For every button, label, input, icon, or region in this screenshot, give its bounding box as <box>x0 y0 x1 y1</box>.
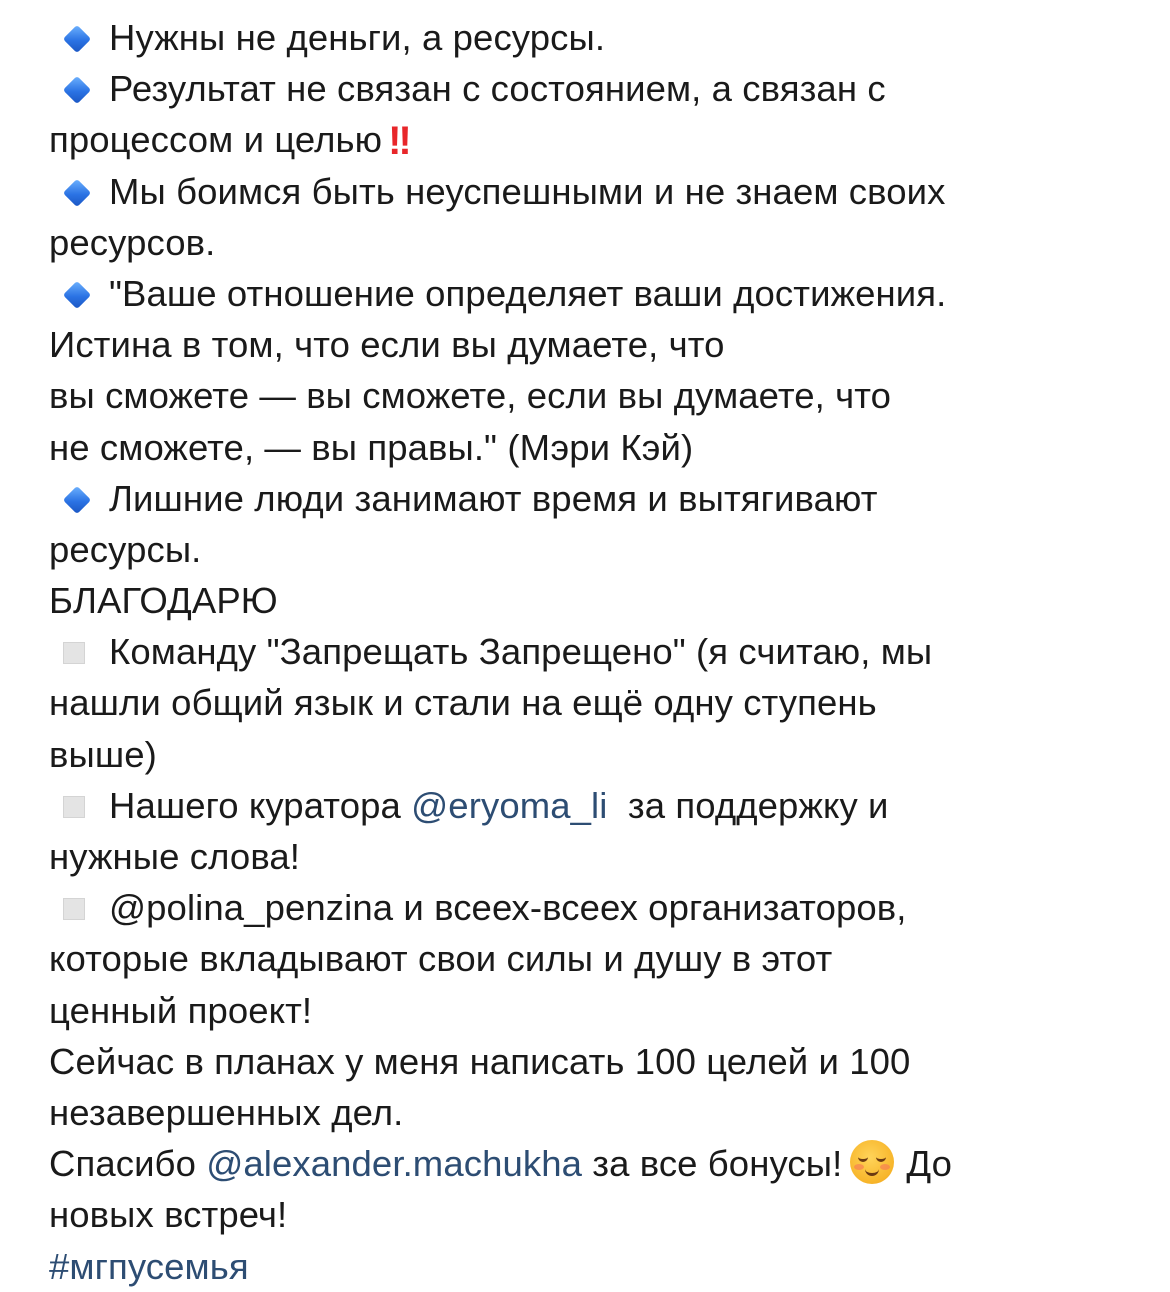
caption-line: Результат не связан с состоянием, а связан с <box>49 63 1159 114</box>
mention-link-alexander[interactable]: @alexander.machukha <box>206 1143 583 1185</box>
caption-line: Лишние люди занимают время и вытягивают <box>49 473 1159 524</box>
hashtag-link[interactable]: #мгпусемья <box>49 1245 249 1287</box>
small-blue-diamond-icon <box>63 76 91 104</box>
caption-line: нужные слова! <box>49 836 301 877</box>
caption-line: Истина в том, что если вы думаете, что <box>49 324 725 366</box>
white-square-icon <box>63 796 85 818</box>
caption-line: которые вкладывают свои силы и душу в этот <box>49 938 833 980</box>
caption-line: Нашего куратора @eryoma_li за поддержку и <box>49 780 1159 831</box>
caption-line: вы сможете — вы сможете, если вы думаете, что <box>49 375 892 417</box>
caption-line: "Ваше отношение определяет ваши достижения. <box>49 268 1159 319</box>
caption-line: Сейчас в планах у меня написать 100 целей и 100 <box>49 1040 911 1082</box>
mention-link-organizer[interactable]: @polina_penzina <box>109 887 394 929</box>
small-blue-diamond-icon <box>63 486 91 514</box>
caption-line: Нужны не деньги, а ресурсы. <box>49 12 1159 63</box>
caption-line: процессом и целью !! <box>49 114 1159 165</box>
caption-line: ценный проект! <box>49 989 313 1031</box>
small-blue-diamond-icon <box>63 178 91 206</box>
small-blue-diamond-icon <box>63 281 91 309</box>
caption-line: ресурсов. <box>49 221 216 263</box>
caption-line: ресурсы. <box>49 528 202 570</box>
caption-line: @polina_penzina и всеех-всеех организаторов, <box>49 882 1159 933</box>
double-exclamation-icon: !! <box>388 119 409 164</box>
caption-line <box>49 1241 1159 1292</box>
white-square-icon <box>63 898 85 920</box>
small-blue-diamond-icon <box>63 25 91 53</box>
mention-link-curator[interactable]: @eryoma_li <box>411 784 608 826</box>
smiling-face-icon <box>850 1140 894 1184</box>
caption-line: Спасибо @alexander.machukha за все бонусы! До <box>49 1138 1159 1189</box>
caption-line: нашли общий язык и стали на ещё одну ступень <box>49 682 877 724</box>
caption-line: БЛАГОДАРЮ <box>49 580 278 622</box>
caption-line: Команду "Запрещать Запрещено" (я считаю, мы <box>49 626 1159 677</box>
caption-line: не сможете, — вы правы." (Мэри Кэй) <box>49 426 694 468</box>
post-caption <box>49 12 1159 1292</box>
white-square-icon <box>63 642 85 664</box>
caption-line: новых встреч! <box>49 1194 288 1236</box>
caption-line: незавершенных дел. <box>49 1091 404 1133</box>
caption-line: выше) <box>49 733 157 775</box>
caption-line: Мы боимся быть неуспешными и не знаем своих <box>49 166 1159 217</box>
